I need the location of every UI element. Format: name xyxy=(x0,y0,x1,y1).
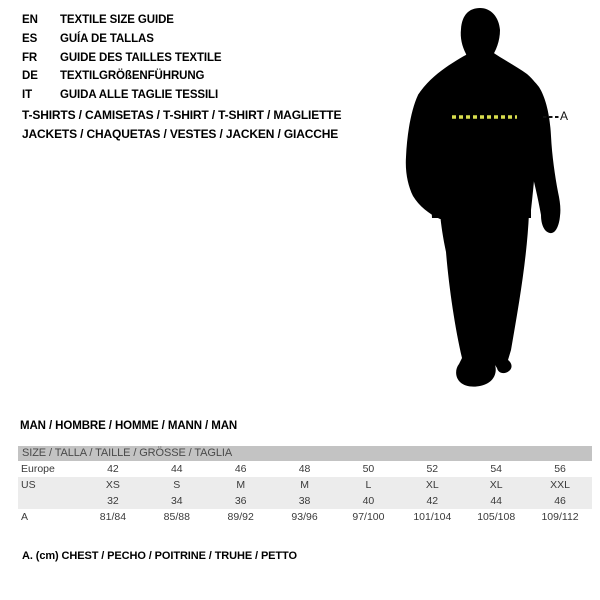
size-cell: S xyxy=(173,479,181,491)
size-cell: M xyxy=(300,479,309,491)
category-lines xyxy=(22,106,341,143)
size-cell: 85/88 xyxy=(163,511,190,523)
language-row-en xyxy=(22,11,222,30)
language-row-fr xyxy=(22,49,222,68)
language-row-de xyxy=(22,67,222,86)
footnote-chest: A. (cm) CHEST / PECHO / POITRINE / TRUHE / PETTO xyxy=(22,550,297,562)
language-guide-list xyxy=(22,11,222,105)
size-cell: 36 xyxy=(234,495,247,507)
language-label: GUIDE DES TAILLES TEXTILE xyxy=(60,51,222,64)
size-cell: XL xyxy=(425,479,439,491)
language-code: DE xyxy=(22,70,38,83)
size-cell: 42 xyxy=(107,463,119,475)
language-row-it xyxy=(22,86,222,105)
size-cell: 54 xyxy=(490,463,503,475)
man-figure xyxy=(395,0,600,410)
size-cell: M xyxy=(236,479,246,491)
size-cell: 44 xyxy=(170,463,183,475)
size-cell: XXL xyxy=(550,479,570,491)
legs-shape xyxy=(440,213,529,387)
size-cell: 34 xyxy=(170,495,183,507)
size-cell: 42 xyxy=(426,495,439,507)
size-cell: 109/112 xyxy=(541,511,579,523)
language-code: FR xyxy=(22,51,38,64)
size-cell: 105/108 xyxy=(477,511,516,523)
size-table-row-europe xyxy=(18,461,592,477)
size-cell: 101/104 xyxy=(413,511,452,523)
size-cell: 97/100 xyxy=(352,511,385,523)
size-cell: 40 xyxy=(362,495,375,507)
size-table-row-a-chest xyxy=(18,509,592,525)
language-label: TEXTILGRÖßENFÜHRUNG xyxy=(60,70,205,83)
size-cell: 48 xyxy=(298,463,311,475)
size-cell: 56 xyxy=(554,463,566,475)
size-table-header: SIZE / TALLA / TAILLE / GRÖSSE / TAGLIA xyxy=(18,446,592,461)
size-cell: 44 xyxy=(490,495,503,507)
size-cell: 52 xyxy=(426,463,439,475)
section-title-man: MAN / HOMBRE / HOMME / MANN / MAN xyxy=(20,420,238,432)
size-cell: 32 xyxy=(107,495,119,507)
category-line-tshirts: T-SHIRTS / CAMISETAS / T-SHIRT / T-SHIRT / MAGLIETTE xyxy=(22,108,342,122)
size-row-label: Europe xyxy=(21,463,55,475)
size-table-row-us xyxy=(18,477,592,493)
language-code: ES xyxy=(22,32,38,45)
language-label: TEXTILE SIZE GUIDE xyxy=(60,14,174,26)
size-cell: 50 xyxy=(362,463,375,475)
language-label: GUIDA ALLE TAGLIE TESSILI xyxy=(60,89,219,102)
category-line-jackets: JACKETS / CHAQUETAS / VESTES / JACKEN / GIACCHE xyxy=(22,126,339,141)
size-cell: L xyxy=(365,479,372,491)
size-cell: 89/92 xyxy=(227,511,254,523)
size-row-label: A xyxy=(21,511,29,523)
language-code: EN xyxy=(22,14,38,26)
language-label: GUÍA DE TALLAS xyxy=(60,32,154,45)
size-table-row-us-numeric xyxy=(18,493,592,509)
size-cell: 46 xyxy=(234,463,247,475)
size-cell: XL xyxy=(489,479,503,491)
language-code: IT xyxy=(22,89,33,102)
language-row-es xyxy=(22,30,222,49)
man-silhouette xyxy=(395,0,600,410)
size-cell: 46 xyxy=(554,495,566,507)
size-cell: 81/84 xyxy=(99,511,127,523)
size-table xyxy=(18,446,592,525)
measure-label-a: A xyxy=(560,109,569,123)
size-row-label: US xyxy=(21,479,36,491)
size-cell: 38 xyxy=(298,495,311,507)
size-cell: 93/96 xyxy=(291,511,318,523)
size-cell: XS xyxy=(105,479,120,491)
